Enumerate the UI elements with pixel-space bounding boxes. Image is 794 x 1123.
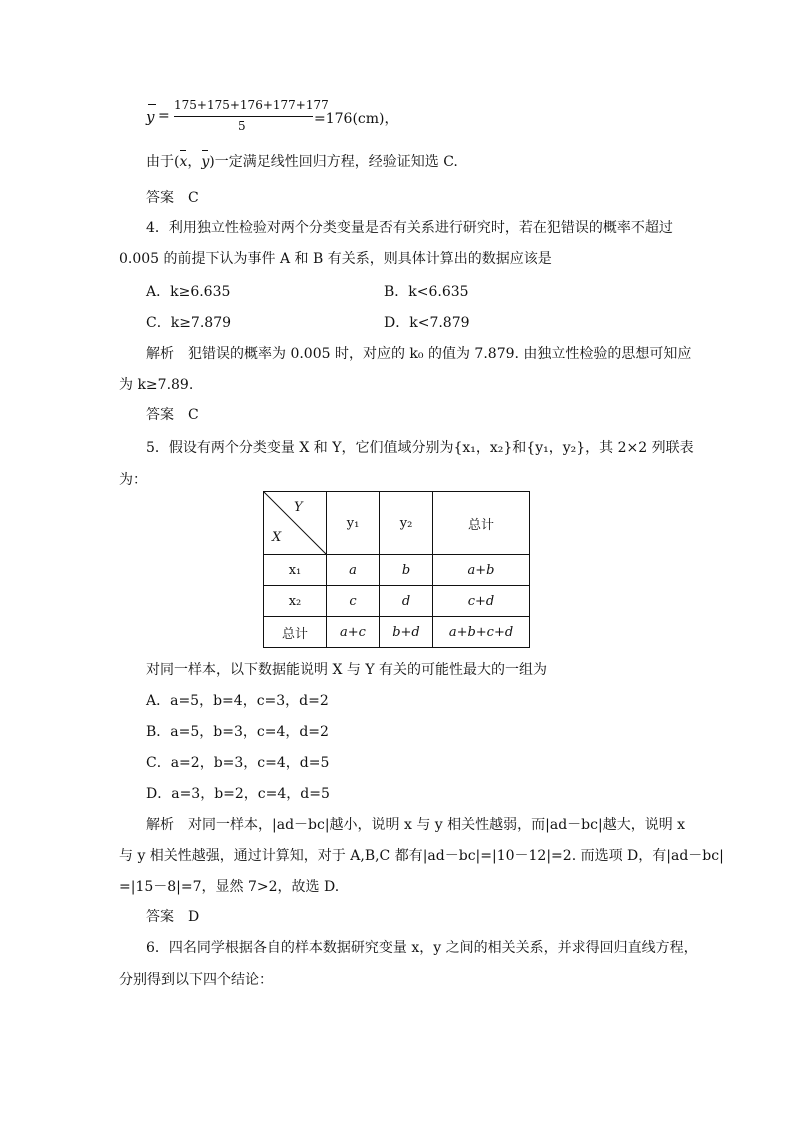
table-row — [264, 586, 530, 617]
text-segment: ， — [187, 154, 202, 170]
table-cell: a+b+c+d — [433, 617, 530, 648]
q5-option-d: D．a=3，b=2，c=4，d=5 — [146, 786, 330, 802]
question-5-line-1: 5．假设有两个分类变量 X 和 Y，它们值域分别为{x₁，x₂}和{y₁，y₂}，其 2×2 列联表 — [146, 440, 694, 456]
table-cell: 总计 — [264, 617, 327, 648]
formula-equals: = — [158, 108, 170, 124]
table-header-cell: y₁ — [327, 492, 380, 555]
q4-option-a: A．k≥6.635 — [146, 284, 231, 300]
solution-5-line-1: 解析 对同一样本，|ad－bc|越小，说明 x 与 y 相关性越弱，而|ad－bc|越大，说明 x — [146, 817, 686, 833]
table-corner-cell — [264, 492, 327, 555]
q5-option-b: B．a=5，b=3，c=4，d=2 — [146, 724, 329, 740]
table-cell: a — [327, 555, 380, 586]
table-cell: a+c — [327, 617, 380, 648]
question-5-line-3: 对同一样本，以下数据能说明 X 与 Y 有关的可能性最大的一组为 — [146, 662, 548, 678]
solution-4-line-1: 解析 犯错误的概率为 0.005 时，对应的 k₀ 的值为 7.879. 由独立性检验的思想可知应 — [146, 346, 692, 362]
formula-numerator: 175+175+176+177+177 — [174, 98, 329, 112]
q4-option-b: B．k<6.635 — [384, 284, 469, 300]
formula-result: =176(cm)， — [314, 111, 399, 127]
table-cell: c — [327, 586, 380, 617]
table-cell: d — [380, 586, 433, 617]
mean-formula — [146, 98, 446, 138]
x-mean-symbol: x — [179, 154, 188, 170]
question-6-line-2: 分别得到以下四个结论： — [119, 972, 273, 988]
answer-label: 答案 C — [146, 190, 199, 206]
y-mean-symbol: y — [201, 154, 210, 170]
answer-label: 答案 D — [146, 909, 200, 925]
contingency-table — [263, 491, 530, 648]
corner-x-label: X — [272, 530, 282, 545]
table-header-cell: 总计 — [433, 492, 530, 555]
table-row — [264, 617, 530, 648]
solution-4-line-2: 为 k≥7.89. — [119, 377, 194, 393]
paragraph-regression-check — [146, 151, 458, 171]
table-cell: b+d — [380, 617, 433, 648]
answer-label: 答案 C — [146, 407, 199, 423]
table-header-cell: y₂ — [380, 492, 433, 555]
table-cell: a+b — [433, 555, 530, 586]
question-4-line-2: 0.005 的前提下认为事件 A 和 B 有关系，则具体计算出的数据应该是 — [119, 251, 552, 267]
q4-option-c: C．k≥7.879 — [146, 315, 232, 331]
solution-5-line-3: =|15－8|=7，显然 7>2，故选 D. — [119, 879, 340, 895]
q4-option-d: D．k<7.879 — [384, 315, 470, 331]
solution-5-line-2: 与 y 相关性越强，通过计算知，对于 A,B,C 都有|ad－bc|=|10－12|=2. 而选项 D，有|ad－bc| — [119, 848, 724, 864]
q5-option-c: C．a=2，b=3，c=4，d=5 — [146, 755, 330, 771]
formula-denominator: 5 — [238, 119, 246, 133]
table-cell: b — [380, 555, 433, 586]
formula-lhs: y — [146, 108, 155, 126]
table-row — [264, 555, 530, 586]
question-5-line-2: 为： — [119, 472, 147, 488]
corner-y-label: Y — [294, 500, 303, 515]
q5-option-a: A．a=5，b=4，c=3，d=2 — [146, 693, 329, 709]
table-cell: x₂ — [264, 586, 327, 617]
text-segment: )一定满足线性回归方程，经验证知选 C. — [209, 154, 458, 170]
fraction-bar — [174, 116, 313, 117]
table-cell: x₁ — [264, 555, 327, 586]
question-6-line-1: 6．四名同学根据各自的样本数据研究变量 x，y 之间的相关关系，并求得回归直线方程， — [146, 940, 698, 956]
table-header-row — [264, 492, 530, 555]
table-cell: c+d — [433, 586, 530, 617]
question-4-line-1: 4．利用独立性检验对两个分类变量是否有关系进行研究时，若在犯错误的概率不超过 — [146, 220, 673, 236]
text-segment: 由于( — [146, 154, 180, 170]
